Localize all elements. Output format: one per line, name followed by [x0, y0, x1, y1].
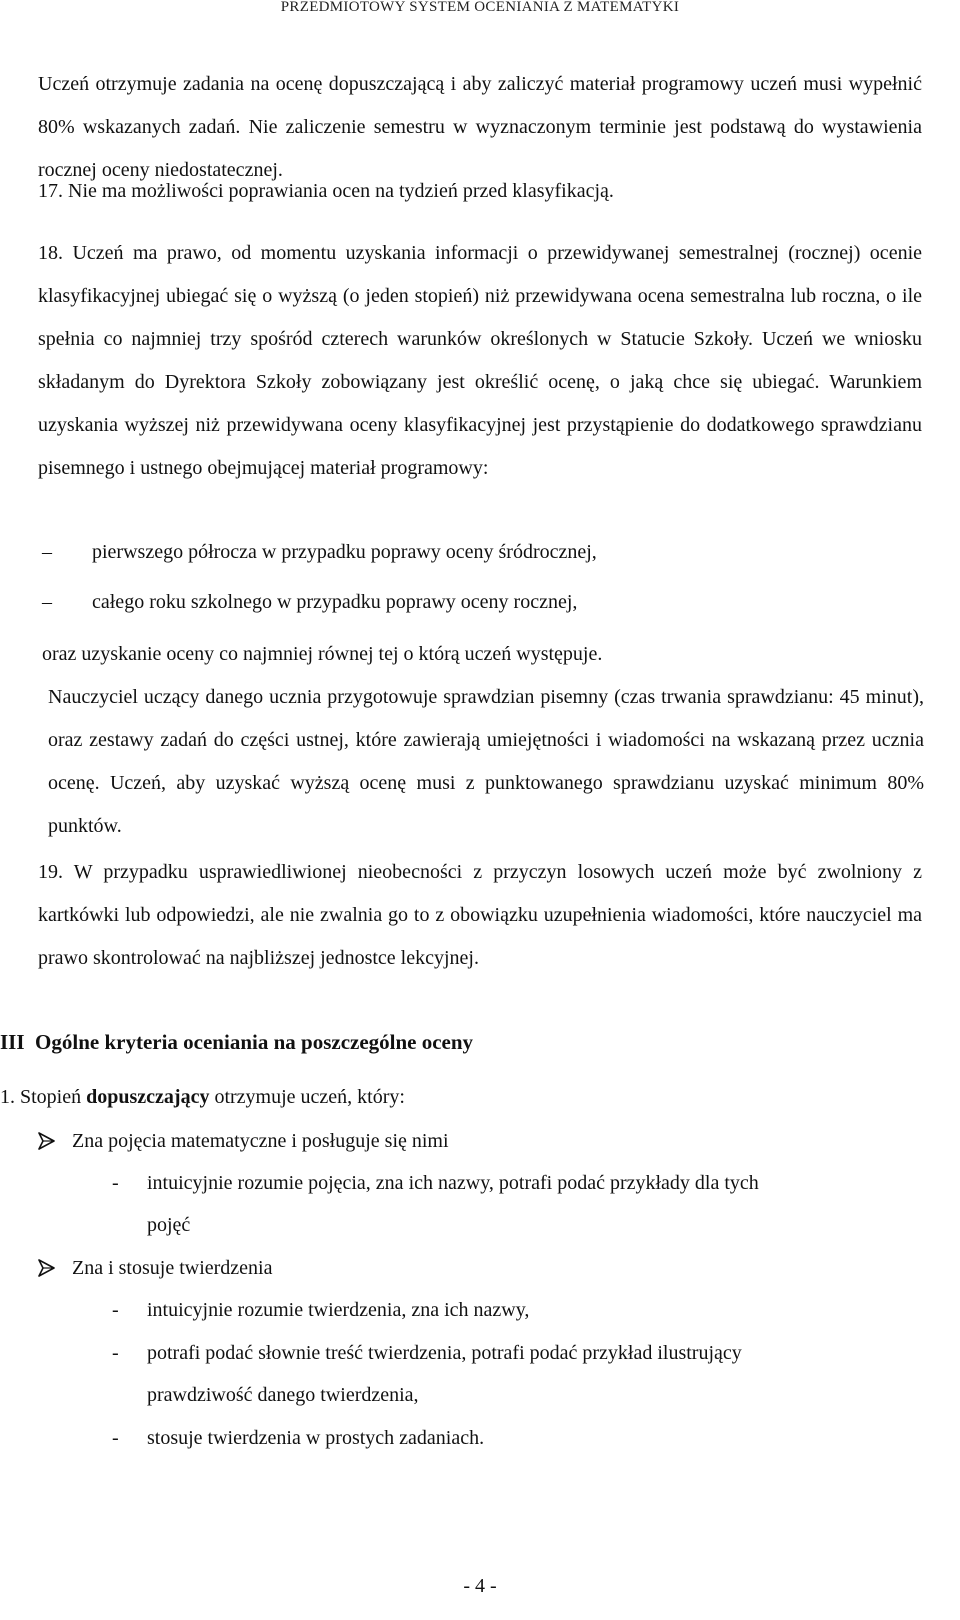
grade-prefix: 1. Stopień: [0, 1086, 87, 1108]
dash-bullet-1: –: [42, 541, 52, 563]
group-2-heading: Zna i stosuje twierdzenia: [72, 1257, 273, 1279]
group-1-item-1-line-2: pojęć: [147, 1214, 191, 1236]
item-18-bullet-1: pierwszego półrocza w przypadku poprawy oceny śródrocznej,: [92, 541, 597, 563]
grade-name: dopuszczający: [86, 1086, 210, 1108]
dash-marker: -: [112, 1299, 119, 1321]
item-18-text: Uczeń ma prawo, od momentu uzyskania informacji o przewidywanej semestralnej (rocznej) ocenie klasyfikacyjnej ubiegać się o wyższą (o jeden stopień) niż przewidywana ocena semestralna lub roczna, o ile spełnia co najmniej trzy spośród czterech warunków określonych w Statucie Szkoły. Uczeń we wniosku składanym do Dyrektora Szkoły zobowiązany jest określić ocenę, o jaką chce się ubiegać. Warunkiem uzyskania wyższej niż przewidywana oceny klasyfikacyjnej jest przystąpienie do dodatkowego sprawdzianu pisemnego i ustnego obejmującej materiał programowy:: [38, 242, 922, 479]
page-number: - 4 -: [463, 1575, 497, 1597]
arrow-bullet-icon: [36, 1257, 58, 1279]
dash-marker: -: [112, 1342, 119, 1364]
dash-bullet-2: –: [42, 591, 52, 613]
teacher-paragraph: Nauczyciel uczący danego ucznia przygotowuje sprawdzian pisemny (czas trwania sprawdzianu: 45 minut), oraz zestawy zadań do części ustnej, które zawierają umiejętności i wiadomości na wskazaną przez ucznia ocenę. Uczeń, aby uzyskać wyższą ocenę musi z punktowanego sprawdzianu uzyskać minimum 80% punktów.: [48, 686, 924, 837]
section-title: Ogólne kryteria oceniania na poszczególne oceny: [35, 1030, 474, 1054]
group-2-item-2-line-2: prawdziwość danego twierdzenia,: [147, 1384, 419, 1406]
group-2-item-3: stosuje twierdzenia w prostych zadaniach.: [147, 1427, 485, 1449]
item-18-paragraph: [38, 232, 922, 490]
item-18-closing: oraz uzyskanie oceny co najmniej równej tej o którą uczeń występuje.: [42, 643, 603, 665]
item-19-number: 19.: [38, 861, 63, 883]
section-heading: [0, 1028, 473, 1056]
item-17: [38, 177, 614, 205]
group-2-item-1: intuicyjnie rozumie twierdzenia, zna ich nazwy,: [147, 1299, 530, 1321]
item-19-text: W przypadku usprawiedliwionej nieobecności z przyczyn losowych uczeń może być zwolniony z kartkówki lub odpowiedzi, ale nie zwalnia go to z obowiązku uzupełnienia wiadomości, które nauczyciel ma prawo skontrolować na najbliższej jednostce lekcyjnej.: [38, 861, 922, 969]
item-18-bullet-2: całego roku szkolnego w przypadku poprawy oceny rocznej,: [92, 591, 578, 613]
group-1-item-1-line-1: intuicyjnie rozumie pojęcia, zna ich nazwy, potrafi podać przykłady dla tych: [147, 1172, 759, 1194]
dash-marker: -: [112, 1427, 119, 1449]
dash-marker: -: [112, 1172, 119, 1194]
item-19-paragraph: [38, 851, 922, 980]
arrow-bullet-icon: [36, 1130, 58, 1152]
page-header: PRZEDMIOTOWY SYSTEM OCENIANIA Z MATEMATYKI: [280, 0, 680, 15]
grade-line: [0, 1083, 405, 1111]
section-numeral: III: [0, 1030, 25, 1054]
item-17-text: Nie ma możliwości poprawiania ocen na tydzień przed klasyfikacją.: [68, 180, 614, 202]
item-18-number: 18.: [38, 242, 63, 264]
item-17-number: 17.: [38, 180, 63, 202]
intro-paragraph: Uczeń otrzymuje zadania na ocenę dopuszczającą i aby zaliczyć materiał programowy uczeń musi wypełnić 80% wskazanych zadań. Nie zaliczenie semestru w wyznaczonym terminie jest podstawą do wystawienia rocznej oceny niedostatecznej.: [38, 73, 922, 181]
group-1-heading: Zna pojęcia matematyczne i posługuje się nimi: [72, 1130, 449, 1152]
grade-suffix: otrzymuje uczeń, który:: [209, 1086, 405, 1108]
group-2-item-2-line-1: potrafi podać słownie treść twierdzenia, potrafi podać przykład ilustrujący: [147, 1342, 742, 1364]
